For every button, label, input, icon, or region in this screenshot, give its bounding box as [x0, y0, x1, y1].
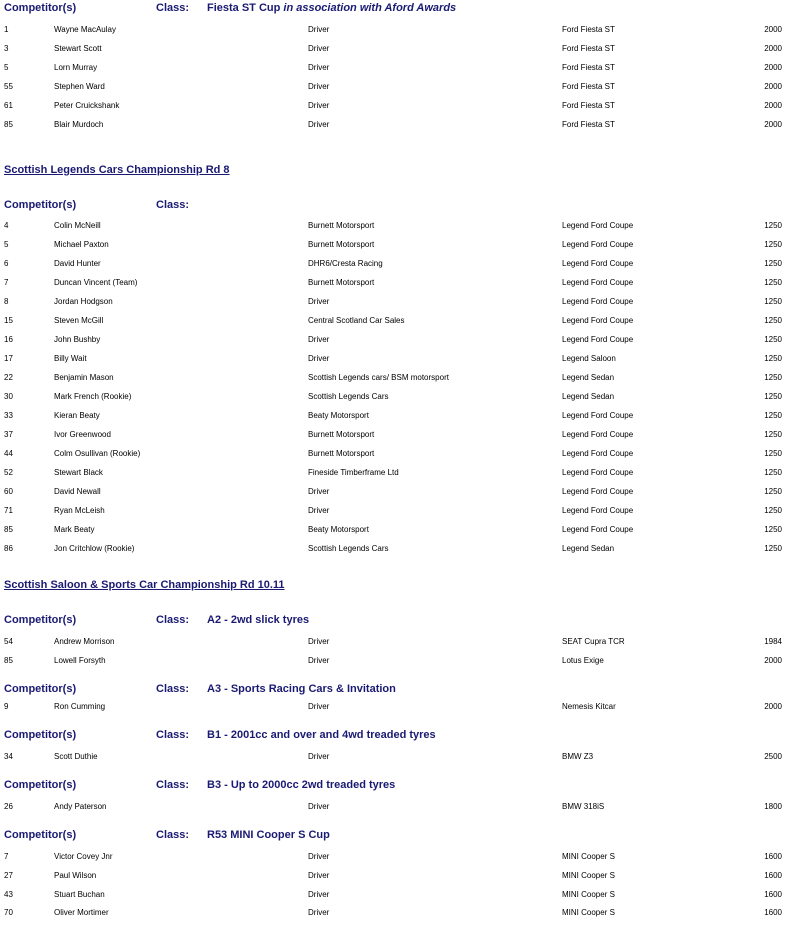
engine-cc: 1250	[764, 335, 782, 344]
entry-row	[0, 521, 800, 539]
competitor-name: Andy Paterson	[54, 802, 107, 811]
entry-row	[0, 21, 800, 39]
car-number: 85	[4, 525, 13, 534]
engine-cc: 1250	[764, 525, 782, 534]
car-number: 6	[4, 259, 9, 268]
engine-cc: 1800	[764, 802, 782, 811]
class-header	[0, 777, 800, 795]
car-number: 85	[4, 120, 13, 129]
entrant: Fineside Timberframe Ltd	[308, 468, 399, 477]
entry-row	[0, 540, 800, 558]
competitor-name: Peter Cruickshank	[54, 101, 120, 110]
entry-row	[0, 78, 800, 96]
competitor-name: Victor Covey Jnr	[54, 852, 113, 861]
entrant: Burnett Motorsport	[308, 449, 375, 458]
engine-cc: 1600	[764, 908, 782, 917]
engine-cc: 2500	[764, 752, 782, 761]
car-model: MINI Cooper S	[562, 871, 615, 880]
engine-cc: 2000	[764, 702, 782, 711]
entrant: Driver	[308, 101, 330, 110]
entry-row	[0, 274, 800, 292]
car-number: 70	[4, 908, 13, 917]
car-model: Legend Ford Coupe	[562, 335, 634, 344]
competitors-label: Competitor(s)	[4, 779, 77, 791]
entry-row	[0, 867, 800, 885]
car-model: Ford Fiesta ST	[562, 44, 615, 53]
entrant: Driver	[308, 506, 330, 515]
engine-cc: 2000	[764, 656, 782, 665]
entrant: Driver	[308, 852, 330, 861]
entry-row	[0, 255, 800, 273]
competitors-label: Competitor(s)	[4, 829, 77, 841]
class-header	[0, 197, 800, 215]
competitor-name: Jordan Hodgson	[54, 297, 113, 306]
competitor-name: Colin McNeill	[54, 221, 101, 230]
car-number: 71	[4, 506, 13, 515]
engine-cc: 2000	[764, 25, 782, 34]
class-name: R53 MINI Cooper S Cup	[207, 829, 330, 841]
engine-cc: 1250	[764, 221, 782, 230]
engine-cc: 1250	[764, 544, 782, 553]
competitors-label: Competitor(s)	[4, 199, 77, 211]
entrant: Burnett Motorsport	[308, 240, 375, 249]
car-model: Legend Ford Coupe	[562, 297, 634, 306]
competitor-name: David Newall	[54, 487, 101, 496]
car-number: 4	[4, 221, 9, 230]
entry-row	[0, 388, 800, 406]
competitors-label: Competitor(s)	[4, 683, 77, 695]
entry-row	[0, 483, 800, 501]
car-model: Legend Ford Coupe	[562, 525, 634, 534]
car-model: SEAT Cupra TCR	[562, 637, 625, 646]
competitor-name: John Bushby	[54, 335, 101, 344]
car-number: 44	[4, 449, 13, 458]
entrant: Burnett Motorsport	[308, 278, 375, 287]
entry-row	[0, 698, 800, 716]
car-model: Legend Ford Coupe	[562, 240, 634, 249]
class-name: Fiesta ST Cup	[207, 2, 281, 14]
car-model: Legend Ford Coupe	[562, 487, 634, 496]
entry-row	[0, 464, 800, 482]
engine-cc: 1600	[764, 890, 782, 899]
entrant: Driver	[308, 802, 330, 811]
car-model: Legend Sedan	[562, 373, 615, 382]
entrant: Driver	[308, 63, 330, 72]
class-label: Class:	[156, 779, 190, 791]
engine-cc: 1250	[764, 297, 782, 306]
engine-cc: 1250	[764, 373, 782, 382]
engine-cc: 2000	[764, 101, 782, 110]
class-header	[0, 727, 800, 745]
class-name: B3 - Up to 2000cc 2wd treaded tyres	[207, 779, 396, 791]
class-label: Class:	[156, 199, 190, 211]
entrant: Beaty Motorsport	[308, 411, 369, 420]
car-number: 5	[4, 240, 9, 249]
entry-row	[0, 426, 800, 444]
class-name: B1 - 2001cc and over and 4wd treaded tyres	[207, 729, 436, 741]
car-model: Legend Sedan	[562, 392, 615, 401]
engine-cc: 2000	[764, 82, 782, 91]
class-name: A2 - 2wd slick tyres	[207, 614, 310, 626]
engine-cc: 1250	[764, 240, 782, 249]
entrant: Driver	[308, 82, 330, 91]
entry-row	[0, 40, 800, 58]
competitor-name: Oliver Mortimer	[54, 908, 109, 917]
competitors-label: Competitor(s)	[4, 729, 77, 741]
car-number: 55	[4, 82, 13, 91]
competitor-name: Paul Wilson	[54, 871, 97, 880]
entry-row	[0, 633, 800, 651]
class-label: Class:	[156, 683, 190, 695]
competitor-name: Kieran Beaty	[54, 411, 100, 420]
car-model: Ford Fiesta ST	[562, 120, 615, 129]
car-number: 3	[4, 44, 9, 53]
car-number: 54	[4, 637, 13, 646]
competitor-name: Benjamin Mason	[54, 373, 114, 382]
class-name: A3 - Sports Racing Cars & Invitation	[207, 683, 396, 695]
car-number: 1	[4, 25, 9, 34]
car-number: 22	[4, 373, 13, 382]
engine-cc: 1250	[764, 411, 782, 420]
car-number: 60	[4, 487, 13, 496]
car-number: 15	[4, 316, 13, 325]
competitor-name: Wayne MacAulay	[54, 25, 116, 34]
entrant: Driver	[308, 752, 330, 761]
car-model: MINI Cooper S	[562, 908, 615, 917]
car-model: Legend Ford Coupe	[562, 259, 634, 268]
class-header	[0, 827, 800, 845]
class-label: Class:	[156, 729, 190, 741]
entrant: Driver	[308, 25, 330, 34]
car-model: Ford Fiesta ST	[562, 63, 615, 72]
competitor-name: Jon Critchlow (Rookie)	[54, 544, 135, 553]
entry-row	[0, 445, 800, 463]
competitor-name: Lorn Murray	[54, 63, 98, 72]
entrant: Driver	[308, 120, 330, 129]
engine-cc: 2000	[764, 120, 782, 129]
competitor-name: Blair Murdoch	[54, 120, 104, 129]
car-model: Lotus Exige	[562, 656, 604, 665]
entrant: Driver	[308, 335, 330, 344]
engine-cc: 1250	[764, 468, 782, 477]
car-number: 26	[4, 802, 13, 811]
entrant: Driver	[308, 702, 330, 711]
entry-row	[0, 798, 800, 816]
entry-row	[0, 886, 800, 904]
entrant: Driver	[308, 297, 330, 306]
engine-cc: 1250	[764, 449, 782, 458]
class-header	[0, 0, 800, 18]
entrant: DHR6/Cresta Racing	[308, 259, 383, 268]
engine-cc: 1984	[764, 637, 782, 646]
car-number: 61	[4, 101, 13, 110]
engine-cc: 1250	[764, 487, 782, 496]
car-number: 86	[4, 544, 13, 553]
class-header	[0, 681, 800, 699]
entry-row	[0, 116, 800, 134]
entry-row	[0, 904, 800, 922]
competitor-name: Stephen Ward	[54, 82, 105, 91]
car-number: 7	[4, 852, 9, 861]
class-header	[0, 612, 800, 630]
car-number: 8	[4, 297, 9, 306]
car-number: 5	[4, 63, 9, 72]
entry-row	[0, 59, 800, 77]
car-model: BMW 318iS	[562, 802, 605, 811]
car-number: 27	[4, 871, 13, 880]
entrant: Driver	[308, 890, 330, 899]
car-model: MINI Cooper S	[562, 890, 615, 899]
competitor-name: Steven McGill	[54, 316, 104, 325]
entry-row	[0, 350, 800, 368]
competitor-name: Stewart Scott	[54, 44, 102, 53]
entry-row	[0, 217, 800, 235]
engine-cc: 1600	[764, 852, 782, 861]
car-number: 30	[4, 392, 13, 401]
car-model: Legend Ford Coupe	[562, 468, 634, 477]
entrant: Driver	[308, 908, 330, 917]
entry-row	[0, 748, 800, 766]
car-model: Nemesis Kitcar	[562, 702, 616, 711]
car-model: Legend Ford Coupe	[562, 506, 634, 515]
entrant: Scottish Legends cars/ BSM motorsport	[308, 373, 449, 382]
competitors-label: Competitor(s)	[4, 614, 77, 626]
engine-cc: 1250	[764, 354, 782, 363]
engine-cc: 1250	[764, 430, 782, 439]
car-model: Legend Ford Coupe	[562, 449, 634, 458]
entrant: Burnett Motorsport	[308, 430, 375, 439]
entrant: Driver	[308, 487, 330, 496]
entry-row	[0, 407, 800, 425]
car-model: Ford Fiesta ST	[562, 82, 615, 91]
car-number: 52	[4, 468, 13, 477]
engine-cc: 1250	[764, 278, 782, 287]
competitor-name: Michael Paxton	[54, 240, 109, 249]
class-label: Class:	[156, 614, 190, 626]
entrant: Scottish Legends Cars	[308, 544, 389, 553]
competitor-name: Ivor Greenwood	[54, 430, 111, 439]
class-sponsor: in association with Aford Awards	[283, 2, 457, 14]
car-model: Legend Saloon	[562, 354, 616, 363]
competitor-name: Andrew Morrison	[54, 637, 115, 646]
car-model: Legend Ford Coupe	[562, 316, 634, 325]
entrant: Beaty Motorsport	[308, 525, 369, 534]
engine-cc: 2000	[764, 44, 782, 53]
entrant: Burnett Motorsport	[308, 221, 375, 230]
car-model: Legend Ford Coupe	[562, 221, 634, 230]
entry-row	[0, 652, 800, 670]
competitor-name: Stewart Black	[54, 468, 103, 477]
car-number: 43	[4, 890, 13, 899]
car-number: 34	[4, 752, 13, 761]
car-model: MINI Cooper S	[562, 852, 615, 861]
engine-cc: 1250	[764, 392, 782, 401]
engine-cc: 1250	[764, 316, 782, 325]
entrant: Driver	[308, 637, 330, 646]
car-number: 16	[4, 335, 13, 344]
competitor-name: David Hunter	[54, 259, 101, 268]
competitor-name: Billy Wait	[54, 354, 87, 363]
competitor-name: Lowell Forsyth	[54, 656, 106, 665]
competitor-name: Mark Beaty	[54, 525, 95, 534]
entry-row	[0, 369, 800, 387]
car-number: 9	[4, 702, 9, 711]
competitors-label: Competitor(s)	[4, 2, 77, 14]
car-model: Legend Ford Coupe	[562, 278, 634, 287]
class-label: Class:	[156, 829, 190, 841]
entry-row	[0, 312, 800, 330]
entrant: Driver	[308, 871, 330, 880]
car-number: 17	[4, 354, 13, 363]
car-model: BMW Z3	[562, 752, 594, 761]
entry-row	[0, 331, 800, 349]
entrant: Scottish Legends Cars	[308, 392, 389, 401]
car-model: Legend Ford Coupe	[562, 430, 634, 439]
competitor-name: Ron Cumming	[54, 702, 106, 711]
entry-row	[0, 502, 800, 520]
engine-cc: 1250	[764, 506, 782, 515]
car-model: Ford Fiesta ST	[562, 25, 615, 34]
engine-cc: 1600	[764, 871, 782, 880]
competitor-name: Colm Osullivan (Rookie)	[54, 449, 141, 458]
section-title: Scottish Saloon & Sports Car Championship Rd 10.11	[4, 579, 285, 591]
entrant: Driver	[308, 354, 330, 363]
competitor-name: Duncan Vincent (Team)	[54, 278, 138, 287]
car-model: Ford Fiesta ST	[562, 101, 615, 110]
competitor-name: Mark French (Rookie)	[54, 392, 132, 401]
entry-row	[0, 293, 800, 311]
entrant: Central Scotland Car Sales	[308, 316, 405, 325]
entry-row	[0, 97, 800, 115]
car-number: 33	[4, 411, 13, 420]
engine-cc: 2000	[764, 63, 782, 72]
engine-cc: 1250	[764, 259, 782, 268]
car-model: Legend Sedan	[562, 544, 615, 553]
entry-row	[0, 236, 800, 254]
entrant: Driver	[308, 44, 330, 53]
car-number: 85	[4, 656, 13, 665]
section-title: Scottish Legends Cars Championship Rd 8	[4, 164, 230, 176]
car-number: 7	[4, 278, 9, 287]
entrant: Driver	[308, 656, 330, 665]
competitor-name: Scott Duthie	[54, 752, 98, 761]
car-model: Legend Ford Coupe	[562, 411, 634, 420]
entry-row	[0, 848, 800, 866]
class-label: Class:	[156, 2, 190, 14]
car-number: 37	[4, 430, 13, 439]
competitor-name: Ryan McLeish	[54, 506, 105, 515]
competitor-name: Stuart Buchan	[54, 890, 105, 899]
